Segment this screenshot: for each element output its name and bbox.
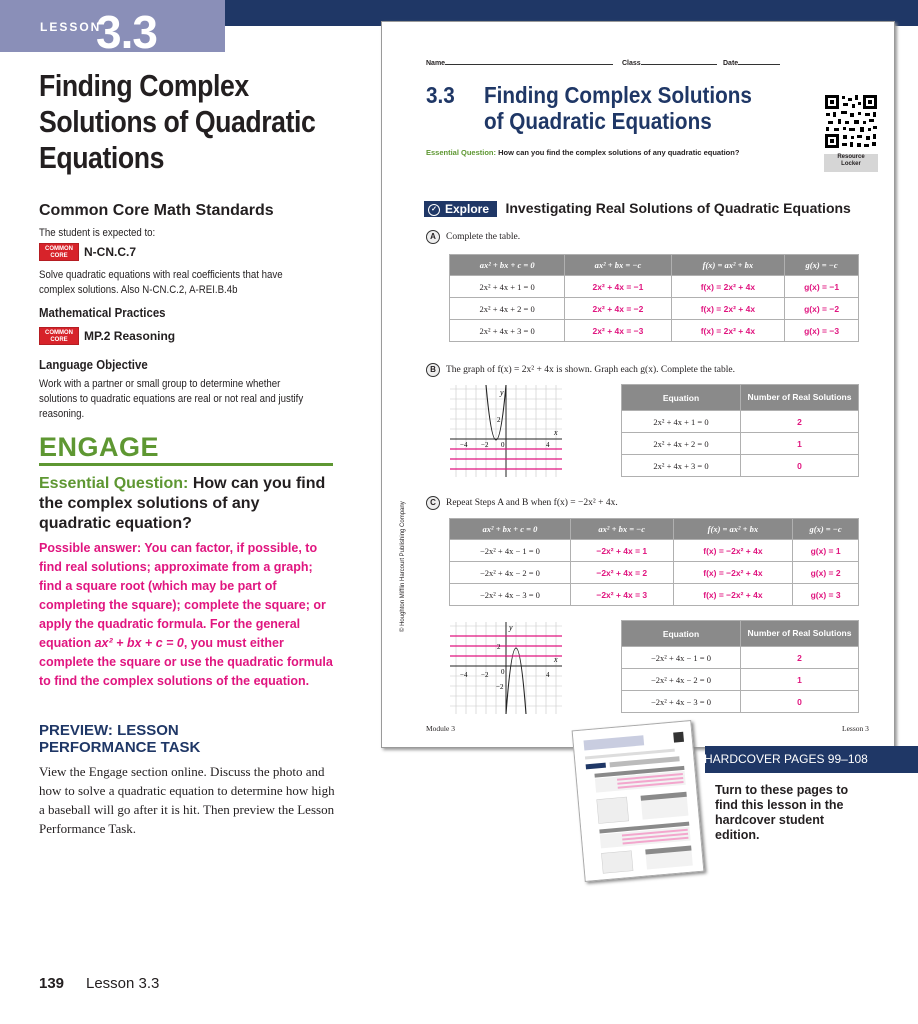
table-header: ax² + bx + c = 0 <box>450 519 571 540</box>
table-a <box>449 254 859 342</box>
graph-tick: −2 <box>481 441 489 449</box>
footer-page-number: 139 <box>39 975 65 992</box>
step-c: C Repeat Steps A and B when f(x) = −2x² + 4x. <box>426 496 618 510</box>
table-row: 2x² + 4x + 2 = 0 1 <box>622 433 859 455</box>
copyright-text: © Houghton Mifflin Harcourt Publishing Company <box>400 501 406 632</box>
step-a: A Complete the table. <box>426 230 520 244</box>
graph-y-label: y <box>500 388 504 397</box>
table-header: g(x) = −c <box>785 255 859 276</box>
common-core-badge: COMMON CORE <box>39 243 79 261</box>
footer-lesson-label: Lesson 3.3 <box>86 975 160 992</box>
graph-tick: 0 <box>501 441 505 449</box>
graph-tick: 4 <box>546 671 550 679</box>
graph-x-label: x <box>554 428 558 437</box>
table-row: −2x² + 4x − 3 = 0 0 <box>622 691 859 713</box>
page-thumbnail-icon <box>573 721 704 881</box>
graph-tick: −2 <box>481 671 489 679</box>
table-row: −2x² + 4x − 2 = 0 1 <box>622 669 859 691</box>
lesson-number: 3.3 <box>96 6 157 58</box>
engage-rule <box>39 463 333 466</box>
hardcover-text: Turn to these pages to find this lesson in the hardcover student edition. <box>715 783 849 842</box>
table-row: −2x² + 4x − 2 = 0 −2x² + 4x = 2 f(x) = −2x² + 4x g(x) = 2 <box>450 562 859 584</box>
expected-text: The student is expected to: <box>39 227 156 239</box>
common-core-badge: COMMON CORE <box>39 327 79 345</box>
graph-tick: −4 <box>460 441 468 449</box>
table-row: 2x² + 4x + 3 = 0 2x² + 4x = −3 f(x) = 2x² + 4x g(x) = −3 <box>450 320 859 342</box>
table-header: ax² + bx = −c <box>565 255 671 276</box>
hardcover-thumbnail <box>572 720 705 882</box>
table-header: f(x) = ax² + bx <box>671 255 785 276</box>
graph-tick: 2 <box>497 643 501 651</box>
standards-heading: Common Core Math Standards <box>39 202 274 219</box>
language-description: Work with a partner or small group to determine whether solutions to quadratic equations are real or not real and justify reasoning. <box>39 378 304 420</box>
table-row: −2x² + 4x − 1 = 0 −2x² + 4x = 1 f(x) = −2x² + 4x g(x) = 1 <box>450 540 859 562</box>
date-line: Date <box>723 58 780 67</box>
essential-question: Essential Question: How can you find the complex solutions of any quadratic equation? <box>39 475 326 532</box>
graph-tick: 0 <box>501 668 505 676</box>
worksheet-essential-question: Essential Question: How can you find the complex solutions of any quadratic equation? <box>426 148 740 157</box>
table-row: −2x² + 4x − 3 = 0 −2x² + 4x = 3 f(x) = −2x² + 4x g(x) = 3 <box>450 584 859 606</box>
graph-x-label: x <box>554 655 558 664</box>
table-header: ax² + bx + c = 0 <box>450 255 565 276</box>
graph-tick: 4 <box>546 441 550 449</box>
explore-title: Investigating Real Solutions of Quadratic Equations <box>505 200 851 216</box>
engage-heading: ENGAGE <box>39 432 160 462</box>
preview-heading: PREVIEW: LESSON PERFORMANCE TASK <box>39 722 201 756</box>
step-b: B The graph of f(x) = 2x² + 4x is shown. Graph each g(x). Complete the table. <box>426 363 735 377</box>
mp-code: MP.2 Reasoning <box>84 329 176 343</box>
table-row: 2x² + 4x + 3 = 0 0 <box>622 455 859 477</box>
graph-b <box>450 385 562 477</box>
standard-row <box>39 243 136 261</box>
class-line: Class <box>622 58 717 67</box>
table-row: 2x² + 4x + 1 = 0 2x² + 4x = −1 f(x) = 2x² + 4x g(x) = −1 <box>450 276 859 298</box>
explore-header <box>424 200 851 218</box>
lesson-word: LESSON <box>40 20 102 34</box>
preview-text: View the Engage section online. Discuss the photo and how to solve a quadratic equation to determine how high a baseball will go after it is hit. Then preview the Lesson Performance Task. <box>39 764 335 836</box>
graph-tick: −4 <box>460 671 468 679</box>
mp-row <box>39 327 175 345</box>
graph-tick: −2 <box>496 683 504 691</box>
resource-locker-button[interactable]: Resource Locker <box>824 154 878 172</box>
table-row: −2x² + 4x − 1 = 0 2 <box>622 647 859 669</box>
table-header: f(x) = ax² + bx <box>673 519 793 540</box>
worksheet-title: Finding Complex Solutions of Quadratic Equations <box>484 82 752 134</box>
graph-c <box>450 622 562 714</box>
worksheet-footer-module: Module 3 <box>426 724 455 733</box>
mp-heading: Mathematical Practices <box>39 305 166 320</box>
table-b: Equation Number of Real Solutions 2x² + 4x + 1 = 0 2 2x² + 4x + 2 = 0 1 2x² + 4x + 3 = 0 0 <box>621 384 859 477</box>
worksheet-page <box>381 21 895 748</box>
table-row: 2x² + 4x + 1 = 0 2 <box>622 411 859 433</box>
table-c <box>449 518 859 606</box>
name-line: Name <box>426 58 613 67</box>
language-heading: Language Objective <box>39 357 148 372</box>
table-header: ax² + bx = −c <box>570 519 673 540</box>
table-d: Equation Number of Real Solutions −2x² + 4x − 1 = 0 2 −2x² + 4x − 2 = 0 1 −2x² + 4x − 3 = 0 0 <box>621 620 859 713</box>
possible-answer: Possible answer: You can factor, if possible, to find real solutions; approximate from a graph; find a square root (which may be part of completing the square); complete the square; or apply the quadratic formula. For the general equation ax² + bx + c = 0, you must either complete the square or use the quadratic formula to find the complex solutions of the equation. <box>39 541 333 688</box>
standard-description: Solve quadratic equations with real coefficients that have complex solutions. Also N-CN.C.2, A-REI.B.4b <box>39 269 283 296</box>
lesson-title: Finding Complex Solutions of Quadratic Equations <box>39 68 316 175</box>
table-header: g(x) = −c <box>793 519 859 540</box>
worksheet-number: 3.3 <box>426 82 455 108</box>
explore-tag: ✓ Explore <box>424 201 497 217</box>
explore-icon: ✓ <box>428 204 440 216</box>
table-row: 2x² + 4x + 2 = 0 2x² + 4x = −2 f(x) = 2x² + 4x g(x) = −2 <box>450 298 859 320</box>
qr-code-icon <box>824 94 878 150</box>
graph-y-label: y <box>509 623 513 632</box>
worksheet-footer-lesson: Lesson 3 <box>842 724 869 733</box>
hardcover-band: HARDCOVER PAGES 99–108 <box>705 746 918 773</box>
graph-tick: 2 <box>497 416 501 424</box>
standard-code: N-CN.C.7 <box>84 245 137 259</box>
